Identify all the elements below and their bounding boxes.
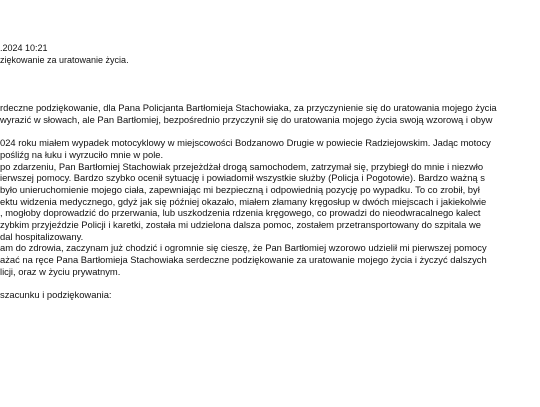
body-line: ierwszej pomocy. Bardzo szybko ocenił sytuację i powiadomił wszystkie służby (Policja i Pogotowie). Bardzo ważną s (0, 172, 485, 184)
email-date: .2024 10:21 (0, 43, 48, 53)
body-line: 024 roku miałem wypadek motocyklowy w miejscowości Bodzanowo Drugie w powiecie Radziejowskim. Jadąc motocy (0, 137, 491, 149)
body-line: licji, oraz w życiu prywatnym. (0, 265, 121, 277)
email-header (0, 42, 129, 66)
body-line: ażać na ręce Pana Bartłomieja Stachowiaka serdeczne podziękowanie za uratowanie mojego życia i życzyć dalszych (0, 254, 487, 266)
body-line: rdeczne podziękowanie, dla Pana Policjanta Bartłomieja Stachowiaka, za przyczynienie się do uratowania mojego życia (0, 102, 497, 113)
body-line: dal hospitalizowany. (0, 230, 84, 242)
email-body (0, 102, 540, 301)
body-line: zybkim przyjeździe Policji i karetki, została mi udzielona dalsza pomoc, zostałem przetransportowany do szpitala we (0, 219, 481, 231)
body-line: po zdarzeniu, Pan Bartłomiej Stachowiak przejeżdżał drogą samochodem, zatrzymał się, przybiegł do mnie i niezwło (0, 160, 484, 172)
body-line: wyrazić w słowach, ale Pan Bartłomiej, bezpośrednio przyczynił się do uratowania mojego życia swoją wzorową i obyw (0, 113, 493, 125)
body-line: było unieruchomienie mojego ciała, zapewniając mi bezpieczną i odpowiednią pozycję po wypadku. To co zrobił, był (0, 183, 480, 195)
body-line: am do zdrowia, zaczynam już chodzić i ogromnie się cieszę, że Pan Bartłomiej wzorowo udzielił mi pierwszej pomocy (0, 242, 487, 254)
body-line: ektu widzenia medycznego, gdyż jak się później okazało, miałem złamany kręgosłup w dwóch miejscach i jakiekolwie (0, 195, 487, 207)
body-line: , mogłoby doprowadzić do przerwania, lub uszkodzenia rdzenia kręgowego, co prowadzi do nieodwracalnego kalect (0, 207, 481, 219)
blank-line (0, 278, 540, 290)
body-line: szacunku i podziękowania: (0, 289, 112, 301)
body-line: pośliźg na łuku i wyrzuciło mnie w pole. (0, 148, 164, 160)
blank-line (0, 125, 540, 137)
email-subject: ziękowanie za uratowanie życia. (0, 55, 129, 65)
